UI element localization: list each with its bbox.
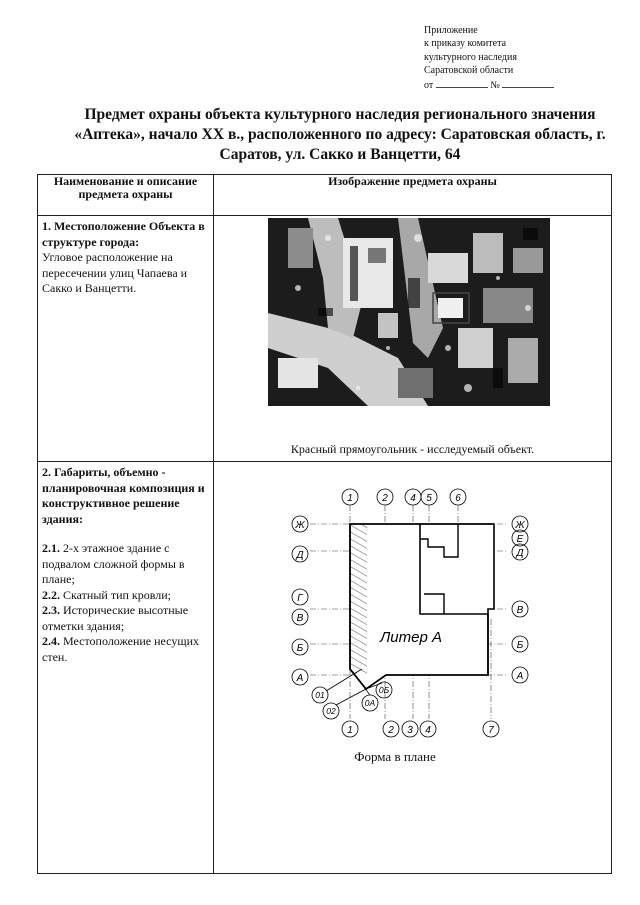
- svg-text:В: В: [516, 605, 524, 616]
- svg-text:Б: Б: [516, 640, 524, 651]
- svg-text:01: 01: [315, 690, 325, 700]
- date-prefix: от: [424, 79, 434, 91]
- svg-text:5: 5: [426, 493, 432, 504]
- svg-text:1: 1: [347, 725, 353, 736]
- header-left: Наименование и описание предмета охраны: [38, 175, 214, 216]
- appendix-date-line: [424, 78, 624, 92]
- svg-text:3: 3: [407, 725, 413, 736]
- photo-caption: Красный прямоугольник - исследуемый объект.: [290, 442, 535, 456]
- plan-caption: Форма в плане: [354, 749, 436, 764]
- svg-text:Г: Г: [297, 593, 303, 604]
- row1-text: Угловое расположение на пересечении улиц Чапаева и Сакко и Ванцетти.: [42, 250, 188, 295]
- document-title: Предмет охраны объекта культурного наследия регионального значения «Аптека», начало XX в., расположенного по адресу: Саратовская область, г. Саратов, ул. Сакко и Ванцетти, 64: [74, 106, 606, 163]
- svg-text:В: В: [296, 613, 304, 624]
- svg-text:4: 4: [425, 725, 431, 736]
- svg-text:7: 7: [488, 725, 494, 736]
- svg-text:Ж: Ж: [515, 520, 525, 531]
- svg-text:02: 02: [326, 706, 336, 716]
- svg-text:А: А: [516, 671, 524, 682]
- row2-left-cell: [38, 462, 214, 874]
- svg-text:А: А: [296, 673, 304, 684]
- building-label: Литер А: [380, 629, 442, 646]
- row2-heading: 2. Габариты, объемно - планировочная композиция и конструктивное решение здания:: [42, 465, 205, 526]
- svg-text:6: 6: [455, 493, 461, 504]
- svg-text:2: 2: [382, 493, 388, 504]
- svg-text:Д: Д: [516, 548, 524, 559]
- appendix-line-3: культурного наследия: [424, 51, 517, 63]
- row1-heading: 1. Местоположение Объекта в структуре города:: [42, 219, 205, 249]
- row2-item-3: 2.3. Исторические высотные отметки здания;: [42, 603, 189, 633]
- row1-left-cell: [38, 216, 214, 462]
- svg-text:Б: Б: [296, 643, 304, 654]
- number-prefix: №: [490, 79, 500, 91]
- row2-item-2: 2.2. Скатный тип кровли;: [42, 587, 171, 602]
- appendix-block: [424, 24, 624, 92]
- row2-item-4: 2.4. Местоположение несущих стен.: [42, 634, 200, 664]
- row1-right-cell: [214, 216, 612, 462]
- header-right: Изображение предмета охраны: [214, 175, 612, 216]
- floor-plan: [258, 479, 548, 744]
- appendix-line-2: к приказу комитета: [424, 38, 507, 50]
- svg-text:Ж: Ж: [295, 520, 305, 531]
- svg-text:2: 2: [388, 725, 394, 736]
- appendix-line-1: Приложение: [424, 25, 478, 36]
- svg-text:1: 1: [347, 493, 353, 504]
- svg-text:4: 4: [410, 493, 416, 504]
- date-signature: [436, 78, 488, 88]
- svg-text:Е: Е: [516, 534, 524, 545]
- svg-text:0А: 0А: [364, 698, 376, 708]
- svg-text:Д: Д: [296, 550, 304, 561]
- appendix-line-4: Саратовской области: [424, 65, 514, 77]
- number-signature: [502, 78, 554, 88]
- aerial-photo: [268, 218, 550, 406]
- svg-text:0Б: 0Б: [378, 685, 390, 695]
- row2-item-1: 2.1. 2-х этажное здание с подвалом сложной формы в плане;: [42, 541, 185, 586]
